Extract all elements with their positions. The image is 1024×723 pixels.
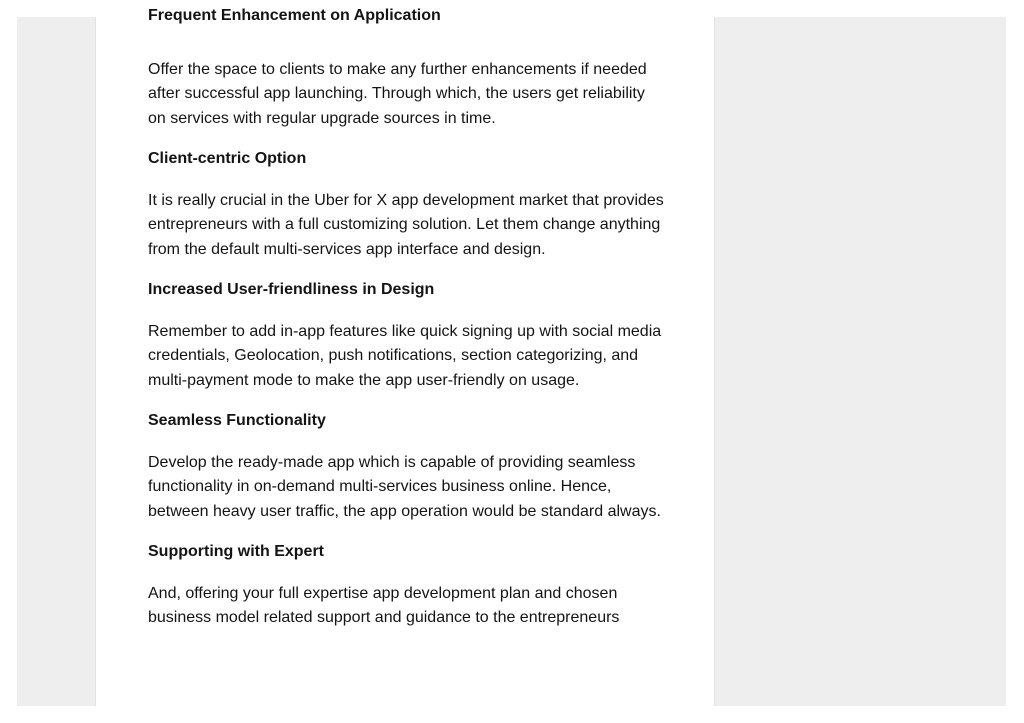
page-viewport — [17, 7, 1006, 706]
section-text-user-friendliness: Remember to add in-app features like quick signing up with social media credentials, Geolocation, push notifications, section categorizing, and multi-payment mode to make the app user-friendly on usage. — [148, 322, 662, 389]
section-text-supporting-expert: And, offering your full expertise app development plan and chosen business model related support and guidance to the entrepreneurs — [148, 584, 620, 626]
article-body — [148, 4, 664, 647]
section-heading-frequent-enhancement: Frequent Enhancement on Application — [148, 7, 441, 24]
section-text-seamless-functionality: Develop the ready-made app which is capable of providing seamless functionality in on-demand multi-services business online. Hence, between heavy user traffic, the app operation would be standard always. — [148, 453, 661, 520]
section-heading-supporting-expert: Supporting with Expert — [148, 543, 324, 560]
section-heading-client-centric: Client-centric Option — [148, 150, 307, 167]
article-column — [95, 7, 715, 706]
section-heading-seamless-functionality: Seamless Functionality — [148, 412, 326, 429]
section-heading-user-friendliness: Increased User-friendliness in Design — [148, 281, 435, 298]
section-text-frequent-enhancement: Offer the space to clients to make any further enhancements if needed after successful app launching. Through which, the users get reliability on services with regular upgrade sources in time. — [148, 60, 647, 127]
section-text-client-centric: It is really crucial in the Uber for X app development market that provides entrepreneurs with a full customizing solution. Let them change anything from the default multi-services app interface and design. — [148, 191, 664, 258]
